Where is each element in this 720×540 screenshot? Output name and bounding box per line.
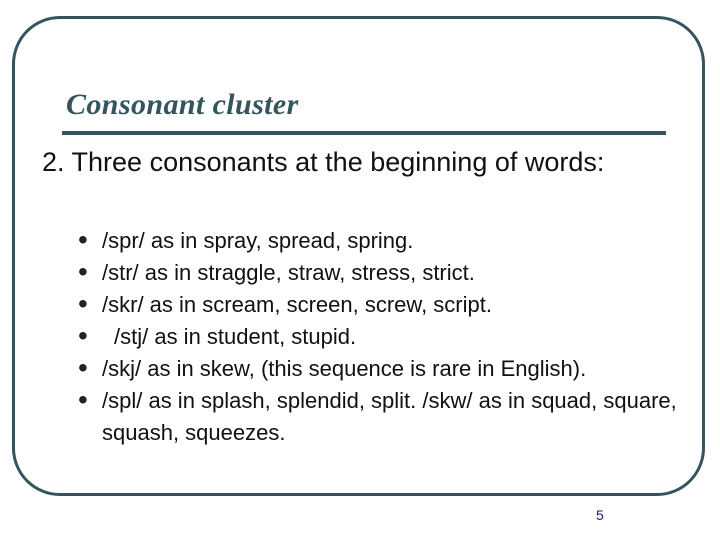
bullet-dot-icon: •: [78, 352, 88, 383]
bullet-item: [78, 257, 698, 289]
bullet-dot-icon: •: [78, 224, 88, 255]
title-underline: [62, 131, 666, 135]
bullet-text: /skj/ as in skew, (this sequence is rare in English).: [102, 356, 587, 381]
bullet-list: [78, 225, 698, 449]
bullet-text: /spl/ as in splash, splendid, split. /skw/ as in squad, square, squash, squeezes.: [102, 388, 677, 445]
bullet-text: /skr/ as in scream, screen, screw, script.: [102, 292, 492, 317]
bullet-item: [78, 289, 698, 321]
bullet-item: [78, 353, 698, 385]
bullet-text: /stj/ as in student, stupid.: [114, 324, 357, 349]
bullet-dot-icon: •: [78, 320, 88, 351]
bullet-dot-icon: •: [78, 288, 88, 319]
bullet-item: [78, 321, 698, 353]
bullet-dot-icon: •: [78, 256, 88, 287]
bullet-text: /str/ as in straggle, straw, stress, strict.: [102, 260, 475, 285]
bullet-text: /spr/ as in spray, spread, spring.: [102, 228, 414, 253]
main-heading: 2. Three consonants at the beginning of words:: [42, 147, 605, 177]
bullet-item: [78, 225, 698, 257]
slide-title: Consonant cluster: [66, 88, 299, 121]
bullet-dot-icon: •: [78, 384, 88, 415]
bullet-item: [78, 385, 698, 449]
page-number: 5: [596, 507, 604, 523]
